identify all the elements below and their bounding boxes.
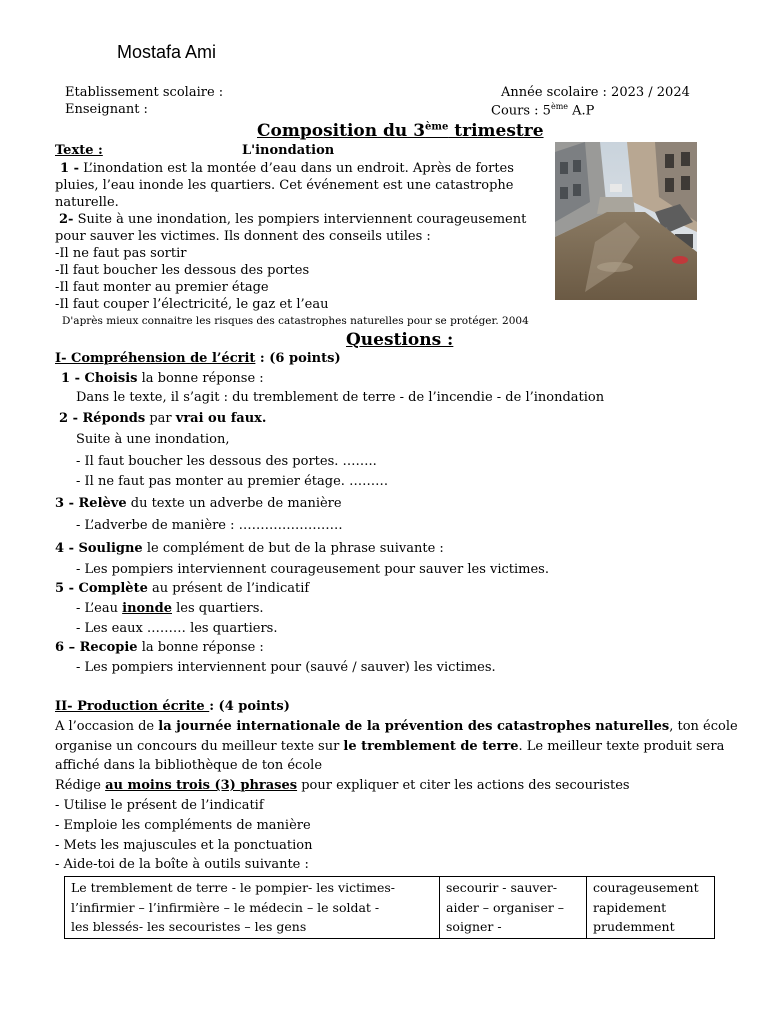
question-1: 1 - Choisis la bonne réponse : — [61, 371, 264, 386]
toolbox-nouns: Le tremblement de terre - le pompier- les victimes- l’infirmier – l’infirmière – le médecin – le soldat - les blessés- les secouristes – les gens — [65, 877, 440, 939]
instruction-item: - Emploie les compléments de manière — [55, 818, 311, 833]
question-2-intro: Suite à une inondation, — [76, 432, 230, 447]
instruction-item: - Utilise le présent de l’indicatif — [55, 798, 264, 813]
school-label: Etablissement scolaire : — [65, 85, 224, 100]
instruction-item: - Mets les majuscules et la ponctuation — [55, 838, 313, 853]
production-line-2: organise un concours du meilleur texte sur le tremblement de terre. Le meilleur texte produit sera — [55, 739, 725, 754]
production-line-4: Rédige au moins trois (3) phrases pour expliquer et citer les actions des secouristes — [55, 778, 630, 793]
text-source: D'après mieux connaitre les risques des catastrophes naturelles pour se protéger. 2004 — [62, 315, 529, 327]
author-name: Mostafa Ami — [117, 42, 217, 62]
question-6: 6 – Recopie la bonne réponse : — [55, 640, 264, 655]
question-2-item-a: - Il faut boucher les dessous des portes. …….. — [76, 454, 377, 469]
toolbox-table — [64, 876, 715, 939]
toolbox-verbs: secourir - sauver- aider – organiser – soigner - — [440, 877, 587, 939]
tip-item: -Il faut couper l’électricité, le gaz et l’eau — [55, 297, 329, 312]
question-6-sentence: - Les pompiers interviennent pour (sauvé / sauver) les victimes. — [76, 660, 496, 675]
text-heading: L'inondation — [242, 143, 335, 158]
question-3: 3 - Relève du texte un adverbe de manière — [55, 496, 342, 511]
questions-title: Questions : — [346, 330, 454, 350]
page-title: Composition du 3ème trimestre — [257, 121, 544, 141]
tip-item: -Il faut boucher les dessous des portes — [55, 263, 310, 278]
tip-item: -Il faut monter au premier étage — [55, 280, 269, 295]
question-5-item-b: - Les eaux ……… les quartiers. — [76, 621, 278, 636]
flood-street-photo — [555, 142, 697, 300]
question-4: 4 - Souligne le complément de but de la phrase suivante : — [55, 541, 444, 556]
text-paragraph-1: 1 - L’inondation est la montée d’eau dans un endroit. Après de fortes pluies, l’eau inonde les quartiers. Cet événement est une catastrophe naturelle. — [55, 161, 514, 210]
production-line-3: affiché dans la bibliothèque de ton école — [55, 758, 323, 773]
question-3-answer: - L’adverbe de manière : …………………… — [76, 518, 343, 533]
teacher-label: Enseignant : — [65, 102, 148, 117]
question-4-sentence: - Les pompiers interviennent courageusement pour sauver les victimes. — [76, 562, 549, 577]
tip-item: -Il ne faut pas sortir — [55, 246, 187, 261]
question-2-item-b: - Il ne faut pas monter au premier étage. ……… — [76, 474, 389, 489]
question-2: 2 - Réponds par vrai ou faux. — [59, 411, 267, 426]
text-label: Texte : — [55, 143, 103, 158]
course-label: Cours : 5ème A.P — [491, 102, 595, 119]
text-paragraph-2: 2- Suite à une inondation, les pompiers interviennent courageusement pour sauver les victimes. Ils donnent des conseils utiles : -Il ne faut pas sortir -Il faut boucher les dessous des portes -Il faut monter au premier étage -Il faut couper l’électricité, le gaz et l’eau — [55, 212, 527, 312]
production-line-1: A l’occasion de la journée internationale de la prévention des catastrophes naturelles, ton école — [55, 719, 738, 734]
section-2-title: II- Production écrite : (4 points) — [55, 699, 290, 714]
question-5-item-a: - L’eau inonde les quartiers. — [76, 601, 264, 616]
instruction-item: - Aide-toi de la boîte à outils suivante : — [55, 857, 309, 872]
toolbox-adverbs: courageusement rapidement prudemment — [587, 877, 715, 939]
question-1-options: Dans le texte, il s’agit : du tremblement de terre - de l’incendie - de l’inondation — [76, 390, 605, 405]
question-5: 5 - Complète au présent de l’indicatif — [55, 581, 310, 596]
school-year: Année scolaire : 2023 / 2024 — [501, 85, 690, 100]
section-1-title: I- Compréhension de l’écrit : (6 points) — [55, 351, 341, 366]
